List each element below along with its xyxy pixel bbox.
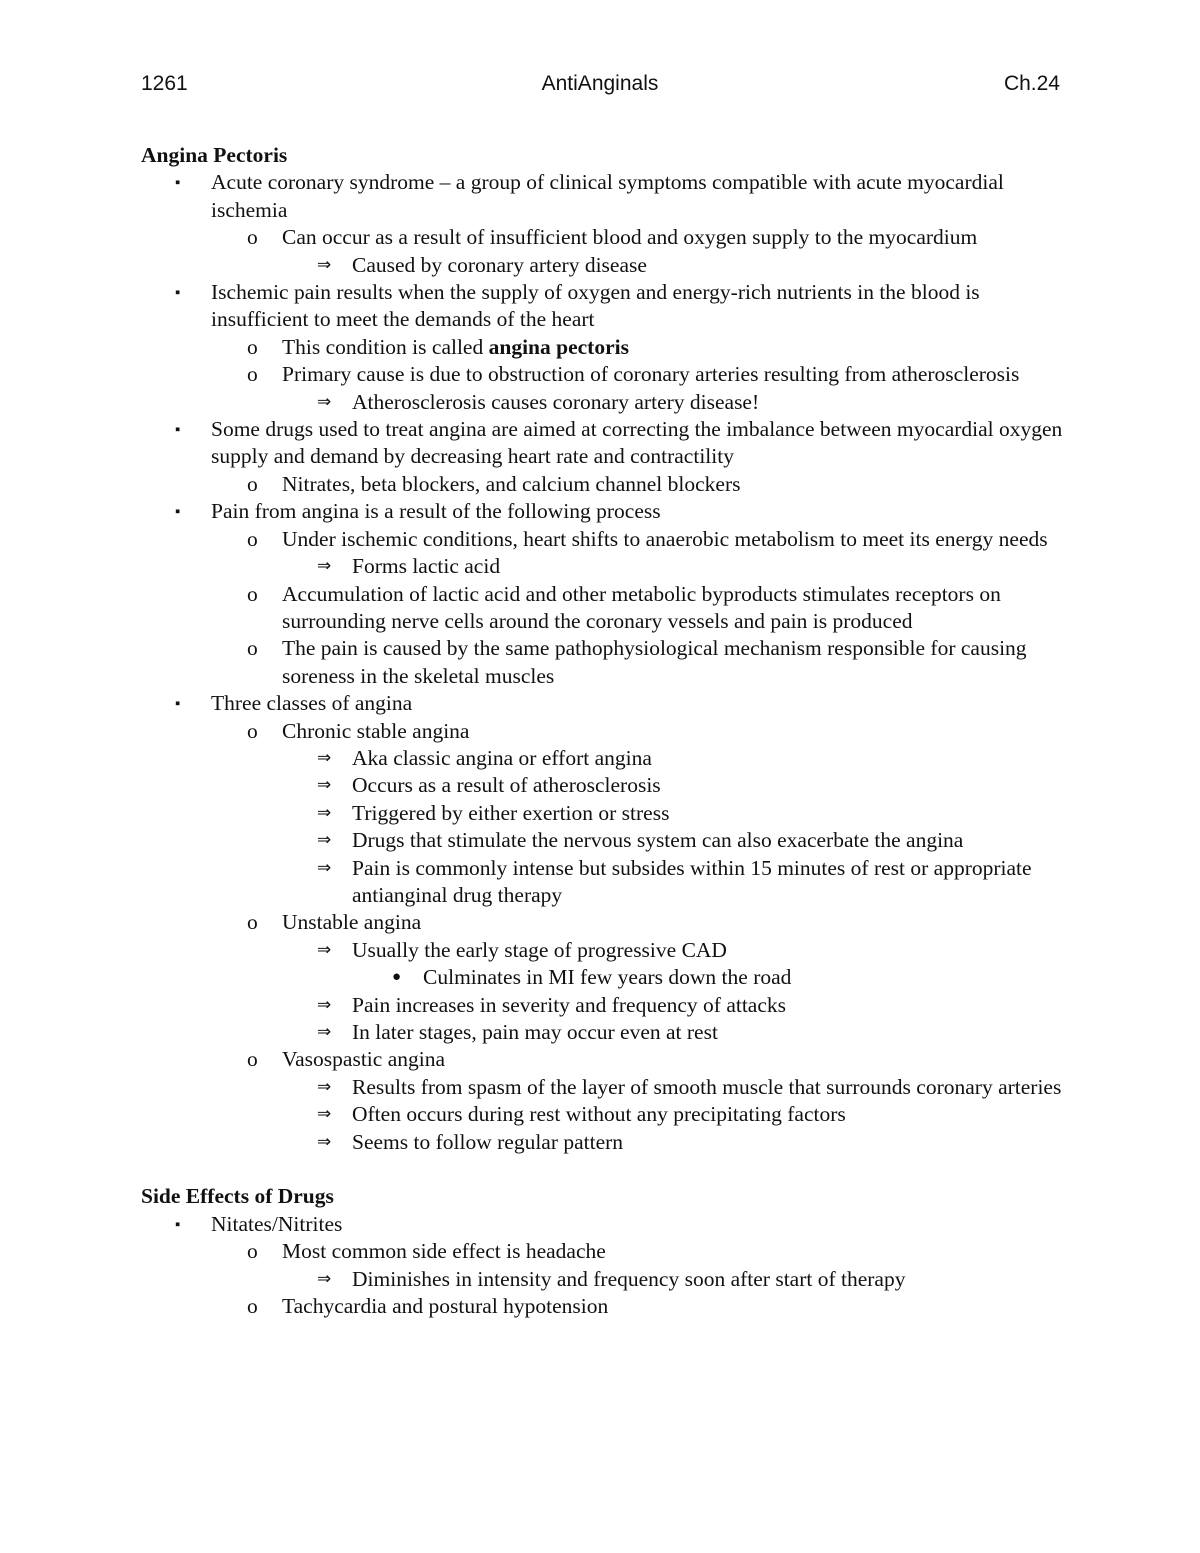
list-item: ▪ Acute coronary syndrome – a group of clinical symptoms compatible with acute myocardial ischemia [175, 170, 1004, 222]
square-bullet-icon: ▪ [175, 1216, 181, 1233]
list-item: ▪ Three classes of angina [141, 690, 1071, 717]
arrow-bullet-icon: ⇒ [317, 1076, 332, 1097]
list-item: o Accumulation of lactic acid and other metabolic byproducts stimulates receptors on surrounding nerve cells around the coronary vessels and pain is produced [247, 581, 1001, 633]
list-item: ⇒ Caused by coronary artery disease [141, 252, 1071, 279]
section-heading: Side Effects of Drugs [141, 1184, 334, 1209]
circle-bullet-icon: o [247, 636, 258, 661]
arrow-bullet-icon: ⇒ [317, 747, 332, 768]
arrow-bullet-icon: ⇒ [317, 1268, 332, 1289]
arrow-bullet-icon: ⇒ [317, 556, 332, 577]
square-bullet-icon: ▪ [175, 504, 181, 521]
circle-bullet-icon: o [247, 362, 258, 387]
circle-bullet-icon: o [247, 225, 258, 250]
list-item: ⇒ Pain increases in severity and frequency of attacks [141, 992, 1071, 1019]
dot-bullet-icon: ● [392, 969, 402, 986]
list-item: ⇒ Seems to follow regular pattern [141, 1129, 1071, 1156]
arrow-bullet-icon: ⇒ [317, 1104, 332, 1125]
list-item: o Tachycardia and postural hypotension [141, 1293, 1071, 1320]
section-heading: Angina Pectoris [141, 143, 288, 167]
circle-bullet-icon: o [247, 1294, 258, 1319]
list-item: ▪ Nitates/Nitrites [141, 1211, 1071, 1238]
list-item: o Primary cause is due to obstruction of coronary arteries resulting from atherosclerosis [141, 361, 1071, 388]
list-item: ⇒ Aka classic angina or effort angina [141, 745, 1071, 772]
circle-bullet-icon: o [247, 581, 258, 606]
list-item: o Nitrates, beta blockers, and calcium channel blockers [141, 471, 1071, 498]
square-bullet-icon: ▪ [175, 422, 181, 439]
list-item: o Can occur as a result of insufficient blood and oxygen supply to the myocardium [141, 224, 1071, 251]
bold-term: angina pectoris [488, 334, 629, 359]
circle-bullet-icon: o [247, 1047, 258, 1072]
list-item: ▪ Ischemic pain results when the supply of oxygen and energy-rich nutrients in the blood is insufficient to meet the demands of the heart [175, 280, 980, 332]
list-item: ⇒ Forms lactic acid [141, 553, 1071, 580]
circle-bullet-icon: o [247, 718, 258, 743]
list-item: o Chronic stable angina [141, 718, 1071, 745]
list-item: o Unstable angina [141, 909, 1071, 936]
arrow-bullet-icon: ⇒ [317, 857, 332, 878]
arrow-bullet-icon: ⇒ [317, 254, 332, 275]
arrow-bullet-icon: ⇒ [317, 1131, 332, 1152]
circle-bullet-icon: o [247, 471, 258, 496]
list-item: o Most common side effect is headache [141, 1238, 1071, 1265]
list-item: o Vasospastic angina [141, 1046, 1071, 1073]
list-item: ⇒ Drugs that stimulate the nervous system can also exacerbate the angina [141, 827, 1071, 854]
arrow-bullet-icon: ⇒ [317, 939, 332, 960]
arrow-bullet-icon: ⇒ [317, 802, 332, 823]
list-item: ⇒ Often occurs during rest without any precipitating factors [141, 1101, 1071, 1128]
list-item: ⇒ Usually the early stage of progressive CAD [141, 937, 1071, 964]
circle-bullet-icon: o [247, 526, 258, 551]
square-bullet-icon: ▪ [175, 696, 181, 713]
list-item: ⇒ Occurs as a result of atherosclerosis [141, 772, 1071, 799]
header-chapter: Ch.24 [1003, 72, 1060, 95]
list-item: o Under ischemic conditions, heart shifts to anaerobic metabolism to meet its energy needs [141, 526, 1071, 553]
header-course-number: 1261 [141, 72, 188, 95]
list-item: ⇒ In later stages, pain may occur even at rest [141, 1019, 1071, 1046]
circle-bullet-icon: o [247, 1239, 258, 1264]
list-item: ▪ Pain from angina is a result of the following process [141, 498, 1071, 525]
list-item: o This condition is called angina pectoris [141, 334, 1071, 361]
square-bullet-icon: ▪ [175, 175, 181, 192]
square-bullet-icon: ▪ [175, 285, 181, 302]
arrow-bullet-icon: ⇒ [317, 391, 332, 412]
circle-bullet-icon: o [247, 334, 258, 359]
notes-body [141, 142, 1071, 1320]
arrow-bullet-icon: ⇒ [317, 994, 332, 1015]
list-item: ⇒ Atherosclerosis causes coronary artery disease! [141, 389, 1071, 416]
section-spacer [141, 1156, 1071, 1183]
arrow-bullet-icon: ⇒ [317, 830, 332, 851]
arrow-bullet-icon: ⇒ [317, 1022, 332, 1042]
list-item: ▪ Some drugs used to treat angina are aimed at correcting the imbalance between myocardial oxygen supply and demand by decreasing heart rate and contractility [175, 417, 1063, 469]
list-item: ⇒ Triggered by either exertion or stress [141, 800, 1071, 827]
header-title: AntiAnginals [541, 72, 659, 95]
list-item: o The pain is caused by the same pathophysiological mechanism responsible for causing soreness in the skeletal muscles [247, 636, 1027, 688]
list-item: ⇒ Pain is commonly intense but subsides within 15 minutes of rest or appropriate antianginal drug therapy [317, 855, 1032, 907]
circle-bullet-icon: o [247, 910, 258, 935]
list-item: ● Culminates in MI few years down the road [141, 964, 1071, 991]
list-item: ⇒ Diminishes in intensity and frequency soon after start of therapy [141, 1266, 1071, 1293]
list-item: ⇒ Results from spasm of the layer of smooth muscle that surrounds coronary arteries [141, 1074, 1071, 1101]
arrow-bullet-icon: ⇒ [317, 775, 332, 796]
